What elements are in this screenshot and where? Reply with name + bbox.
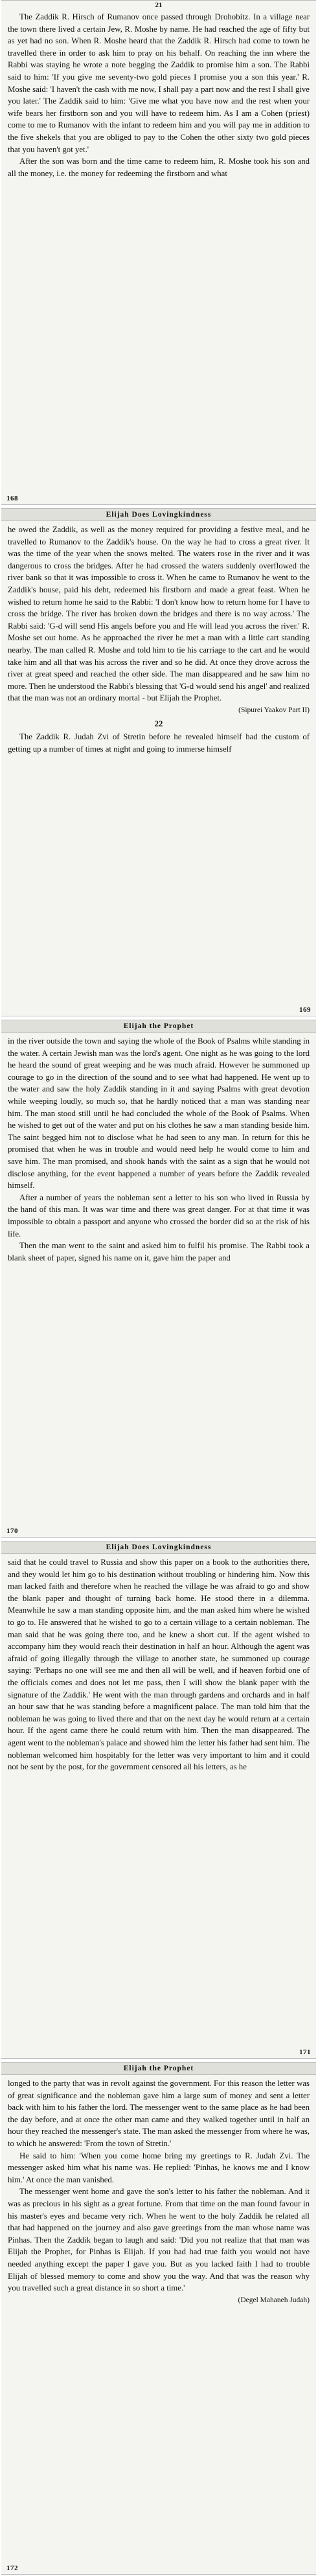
paragraph: The Zaddik R. Hirsch of Rumanov once passed through Drohobitz. In a village near the town there lived a certain Jew, R. Moshe by name. He had reached the age of fifty but as yet had no son. When R. Moshe heard that the Zaddik R. Hirsch had come to town he travelled there in order to ask him to pray on his behalf. On reaching the inn where the Rabbi was staying he wrote a note begging the Zaddik to promise him a son. The Rabbi said to him: 'If you give me seventy-two gold pieces I promise you a son this year.' R. Moshe said: 'I haven't the cash with me now, I shall pay a part now and the rest I shall give you later.' The Zaddik said to him: 'Give me what you have now and the rest when your wife bears her firstborn son and you will have to redeem him. As I am a Cohen (priest) come to me to Rumanov with the infant to redeem him and you will pay me in addition to the five shekels that you are obliged to pay to the Cohen the other sixty two gold pieces that you haven't got yet.' bbox=[8, 12, 310, 154]
story-number: 21 bbox=[155, 1, 163, 9]
running-header: Elijah the Prophet bbox=[1, 2063, 316, 2075]
page-body bbox=[1, 1554, 316, 1773]
story-number: 22 bbox=[154, 719, 163, 728]
paragraph: in the river outside the town and saying the whole of the Book of Psalms while standing in the water. A certain Jewish man was the lord's agent. One night as he was going to the lord he heard the sound of great weeping and he was much afraid. However he summoned up courage to go in the direction of the sound and to see what had happened. He went up to the water and saw the holy Zaddik standing in it and saying Psalms with great devotion while weeping loudly, so much so, that he hardly noticed that a man was standing near him. The man stood still until he had concluded the whole of the Book of Psalms. When he wished to get out of the water and put on his clothes he saw a man standing beside him. The saint begged him not to disclose what he had seen to any man. In return for this he promised that when he was in trouble and would need help he would come to him and save him. The man promised, and shook hands with the saint as a sign that he would not disclose anything, for the event happened a number of years before the Zaddik revealed himself. bbox=[8, 1036, 310, 1191]
book-page-168 bbox=[1, 0, 316, 505]
paragraph: The Zaddik R. Judah Zvi of Stretin before he revealed himself had the custom of getting up a number of times at night and going to immerse himself bbox=[8, 732, 310, 754]
page-number: 170 bbox=[6, 1527, 18, 1535]
paragraph: longed to the party that was in revolt against the government. For this reason the letter was of great significance and the nobleman gave him a large sum of money and sent a letter back with him to his father the lord. The messenger went to the same place as he had been the day before, and at once the other man came and they walked together until in half an hour they reached the messenger's state. The man asked the messenger from where he was, to which he answered: 'From the town of Stretin.' bbox=[8, 2079, 310, 2148]
paragraph: After the son was born and the time came to redeem him, R. Moshe took his son and all the money, i.e. the money for redeeming the firstborn and what bbox=[8, 157, 310, 178]
book-page-172 bbox=[1, 2062, 316, 2575]
page-number: 169 bbox=[299, 1006, 311, 1014]
page-number: 168 bbox=[6, 495, 18, 502]
book-page-170 bbox=[1, 1020, 316, 1538]
book-page-171 bbox=[1, 1541, 316, 2059]
page-number: 171 bbox=[299, 2048, 311, 2056]
paragraph: said that he could travel to Russia and show this paper on a book to the authorities there, and they would let him go to his destination without troubling or hindering him. Now this man lacked faith and therefore when he reached the village he was afraid to go and show the blank paper and thought of turning back home. He stood there in a dilemma. Meanwhile he saw a man standing opposite him, and the man asked him where he wished to go to. He answered that he wished to go to a certain village to a certain nobleman. The man said that he was going there too, and he knew a short cut. If the agent wished to accompany him they would reach their destination in half an hour. Although the agent was afraid of going illegally through the village to another state, he summoned up courage saying: 'Perhaps no one will see me and then all will be well, and if heaven forbid one of the officials comes and does not let me pass, then I will show the blank paper with the signature of the Zaddik.' He went with the man through gardens and orchards and in half an hour saw that he was standing before a magnificent palace. The man told him that the nobleman he was going to lived there and that on the next day he would return at a certain hour. If the agent came there he could return with him. Then the man disappeared. The agent went to the nobleman's palace and showed him the letter his father had sent him. The nobleman welcomed him hospitably for the letter was very important to him and it could not be sent by the post, for the government censored all his letters, as he bbox=[8, 1558, 310, 1772]
page-body bbox=[1, 521, 316, 755]
paragraph: Then the man went to the saint and asked him to fulfil his promise. The Rabbi took a blank sheet of paper, signed his name on it, gave him the paper and bbox=[8, 1241, 310, 1262]
source-citation: (Sipurei Yaakov Part II) bbox=[238, 706, 310, 714]
source-citation: (Degel Mahaneh Judah) bbox=[238, 2296, 310, 2304]
paragraph: He said to him: 'When you come home bring my greetings to R. Judah Zvi. The messenger asked him what his name was. He replied: 'Pinhas, he knows me and I know him.' At once the man vanished. bbox=[8, 2151, 310, 2184]
page-body bbox=[1, 1033, 316, 1264]
book-page-169 bbox=[1, 508, 316, 1016]
running-header: Elijah Does Lovingkindness bbox=[1, 1541, 316, 1554]
paragraph: After a number of years the nobleman sent a letter to his son who lived in Russia by the hand of this man. It was war time and there was great danger. For at that time it was impossible to obtain a passport and anyone who crossed the border did so at the risk of his life. bbox=[8, 1193, 310, 1238]
running-header: Elijah the Prophet bbox=[1, 1020, 316, 1033]
page-body bbox=[1, 2075, 316, 2306]
page-body bbox=[1, 8, 316, 179]
running-header: Elijah Does Lovingkindness bbox=[1, 509, 316, 521]
page-number: 172 bbox=[6, 2564, 18, 2572]
paragraph: he owed the Zaddik, as well as the money required for providing a festive meal, and he travelled to Rumanov to the Zaddik's house. On the way he had to cross a great river. It was the time of the year when the snows melted. The waters rose in the river and it was dangerous to cross the bridges. After he had crossed the waters suddenly overflowed the river bank so that it was impossible to cross it. When he came to Rumanov he went to the Zaddik's house, paid his debt, redeemed his firstborn and made a great feast. When he wished to return home he said to the Rabbi: 'I don't know how to return home for I have to cross the bridge. The river has broken down the bridges and there is no way across.' The Rabbi said: 'G-d will send His angels before you and He will lead you across the river.' R. Moshe set out home. As he approached the river he met a man with a little cart standing nearby. The man called R. Moshe and told him to tie his carriage to the cart and he would take him and all that was his across the river and so he did. At once they drove across the river at great speed and reached the other side. The man disappeared and he saw him no more. Then he understood the Rabbi's blessing that 'G-d would send his angel' and realized that the man was not an ordinary mortal - but Elijah the Prophet. bbox=[8, 525, 310, 703]
paragraph: The messenger went home and gave the son's letter to his father the nobleman. And it was as precious in his sight as a great fortune. From that time on the man found favour in his master's eyes and became very rich. When he went to the holy Zaddik he related all that had happened on the journey and also gave greetings from the man whose name was Pinhas. Then the Zaddik began to laugh and said: 'Did you not realize that that man was Elijah the Prophet, for Pinhas is Elijah. If you had had true faith you would not have needed anything except the paper I gave you. But as you lacked faith I had to trouble Elijah of blessed memory to come and show you the way. And that was the reason why you travelled such a great distance in so short a time.' bbox=[8, 2187, 310, 2293]
